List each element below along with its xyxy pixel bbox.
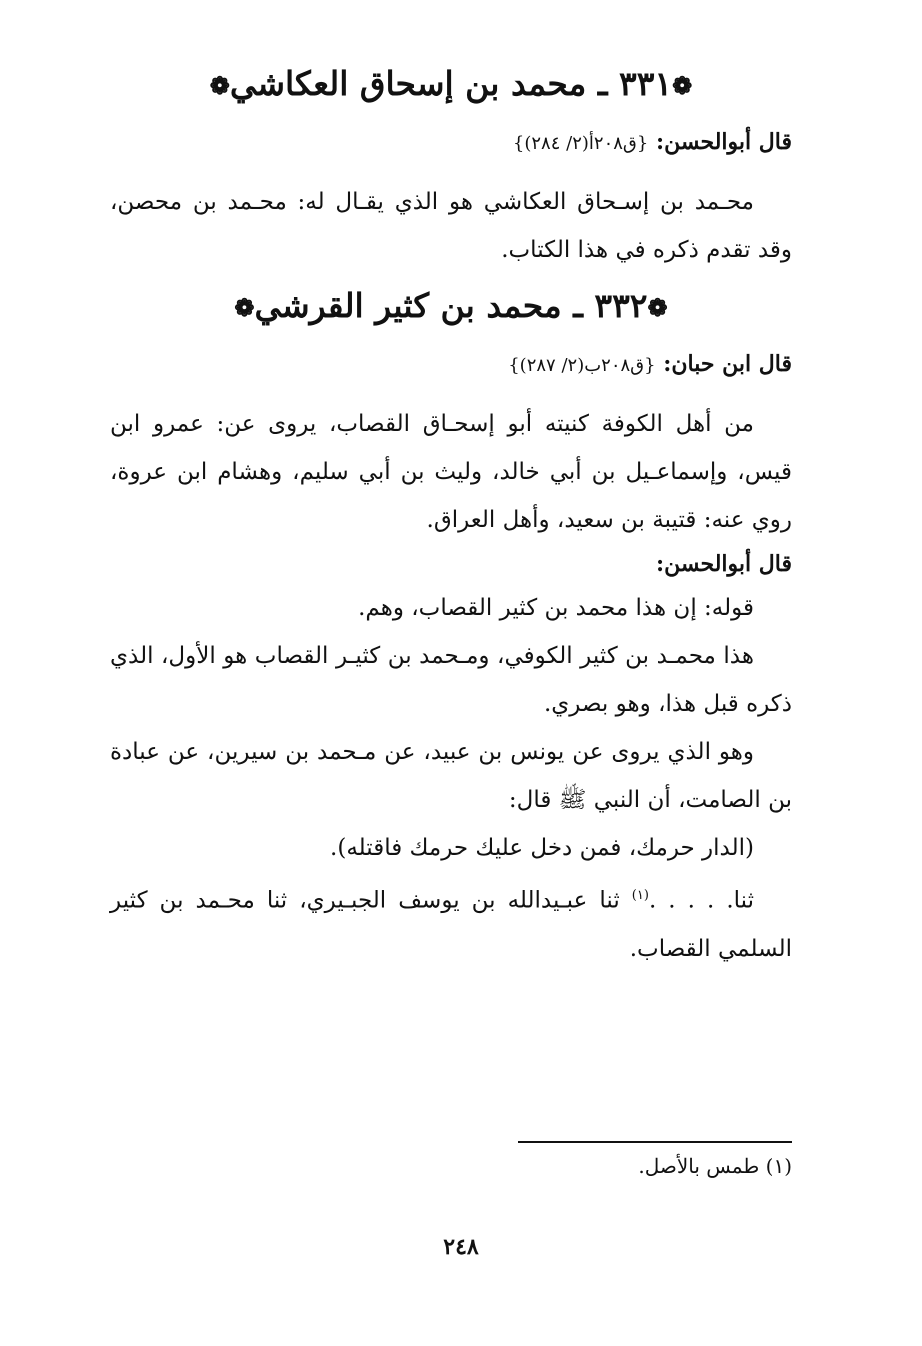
footnote-divider — [518, 1141, 792, 1143]
footnote: (١) طمس بالأصل. — [638, 1154, 792, 1178]
ornament-icon: ❁ — [234, 293, 255, 322]
entry-331-ref: {ق٢٠٨أ(٢/ ٢٨٤)} — [512, 133, 649, 154]
paragraph-qawluhu: قوله: إن هذا محمد بن كثير القصاب، وهم. — [358, 595, 754, 621]
paragraph-wahuwa: وهو الذي يروى عن يونس بن عبيد، عن مـحمد بن سيرين، عن عبادة بن الصامت، أن النبي ﷺ قال: — [110, 739, 792, 813]
entry-332-label: قال ابن حبان: {ق٢٠٨ب(٢/ ٢٨٧)} — [508, 351, 792, 377]
ornament-icon: ❁ — [672, 71, 693, 100]
entry-332-text: من أهل الكوفة كنيته أبو إسحـاق القصاب، يروى عن: عمرو ابن قيس، وإسماعـيل بن أبي خالد، وليث بن أبي سليم، وهشام ابن عروة، روي عنه: قتيبة بن سعيد، وأهل العراق. — [110, 411, 792, 533]
paragraph-hadha: هذا محمـد بن كثير الكوفي، ومـحمد بن كثيـر القصاب هو الأول، الذي ذكره قبل هذا، وهو بصري. — [110, 643, 792, 717]
paragraph-thana: ثنا. . . . .$^{(١)}$ ثنا عبـيدالله بن يوسف الجبـيري، ثنا محـمد بن كثير السلمي القصاب. — [110, 887, 792, 962]
ornament-icon: ❁ — [209, 71, 230, 100]
entry-332-label2: قال أبوالحسن: — [656, 551, 792, 577]
ornament-icon: ❁ — [647, 293, 668, 322]
paragraph-hadith: (الدار حرمك، فمن دخل عليك حرمك فاقتله). — [330, 835, 754, 861]
page-number: ٢٤٨ — [443, 1234, 479, 1260]
entry-331-label: قال أبوالحسن: {ق٢٠٨أ(٢/ ٢٨٤)} — [512, 129, 792, 155]
entry-331-title: ❁٣٣١ ـ محمد بن إسحاق العكاشي❁ — [209, 64, 693, 103]
page-body — [110, 56, 792, 973]
footnote-marker: (١) — [631, 888, 649, 903]
entry-331-text: محـمد بن إسـحاق العكاشي هو الذي يقـال له: محـمد بن محصن، وقد تقدم ذكره في هذا الكتاب. — [110, 189, 792, 263]
entry-332-ref: {ق٢٠٨ب(٢/ ٢٨٧)} — [508, 355, 656, 376]
entry-332-title: ❁٣٣٢ ـ محمد بن كثير القرشي❁ — [234, 286, 668, 325]
